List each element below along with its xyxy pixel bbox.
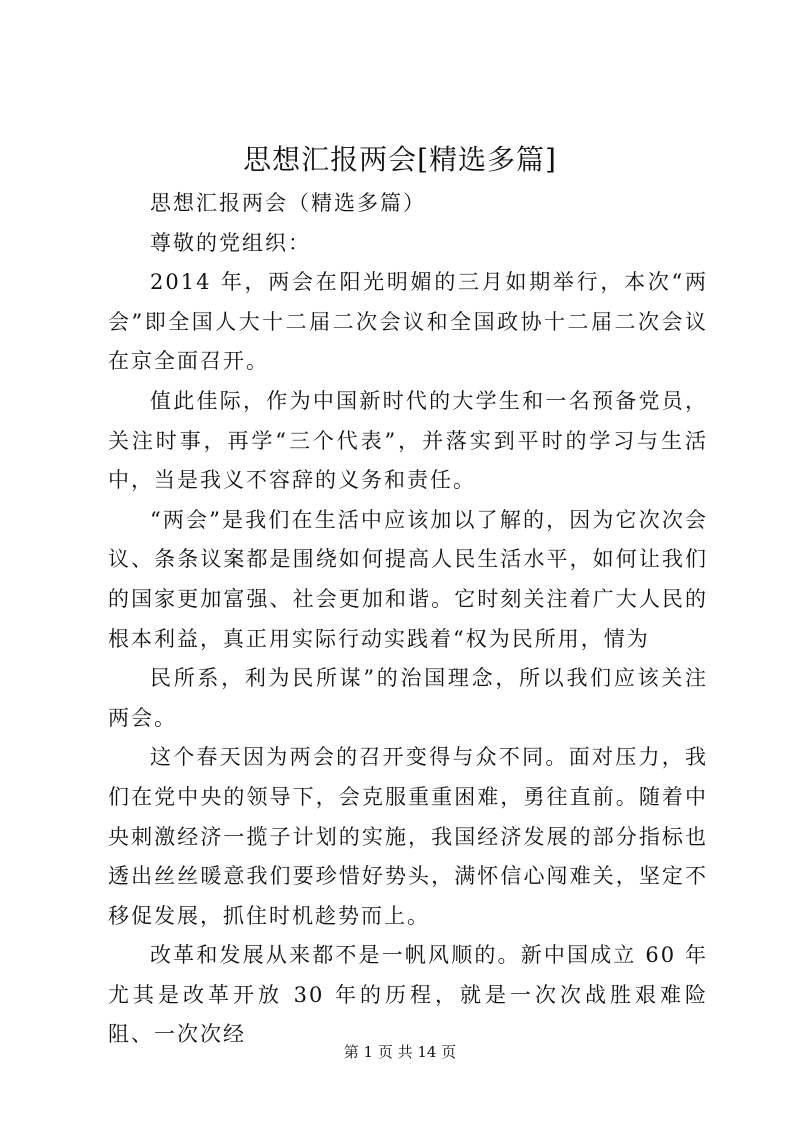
page-number-footer: 第 1 页 共 14 页 — [343, 1043, 457, 1061]
document-body — [108, 184, 708, 1055]
document-title: 思想汇报两会[精选多篇] — [243, 143, 557, 176]
paragraph: 2014 年，两会在阳光明媚的三月如期举行，本次“两会”即全国人大十二届二次会议和全国政协十二届二次会议在京全面召开。 — [108, 270, 708, 374]
paragraph: “两会”是我们在生活中应该加以了解的，因为它次次会议、条条议案都是围绕如何提高人民生活水平，如何让我们的国家更加富强、社会更加和谐。它时刻关注着广大人民的根本利益，真正用实际行动实践着“权为民所用，情为 — [108, 507, 708, 651]
paragraph: 这个春天因为两会的召开变得与众不同。面对压力，我们在党中央的领导下，会克服重重困难，勇往直前。随着中央刺激经济一揽子计划的实施，我国经济发展的部分指标也透出丝丝暖意我们要珍惜好势头，满怀信心闯难关，坚定不移促发展，抓住时机趁势而上。 — [108, 745, 708, 928]
paragraph-salutation: 尊敬的党组织： — [150, 230, 311, 255]
paragraph-subtitle: 思想汇报两会（精选多篇） — [150, 191, 426, 215]
paragraph: 改革和发展从来都不是一帆风顺的。新中国成立 60 年尤其是改革开放 30 年的历程，就是一次次战胜艰难险阻、一次次经 — [108, 943, 708, 1047]
paragraph: 民所系，利为民所谋”的治国理念，所以我们应该关注两会。 — [108, 666, 708, 730]
paragraph: 值此佳际，作为中国新时代的大学生和一名预备党员，关注时事，再学“三个代表”，并落实到平时的学习与生活中，当是我义不容辞的义务和责任。 — [108, 388, 708, 493]
